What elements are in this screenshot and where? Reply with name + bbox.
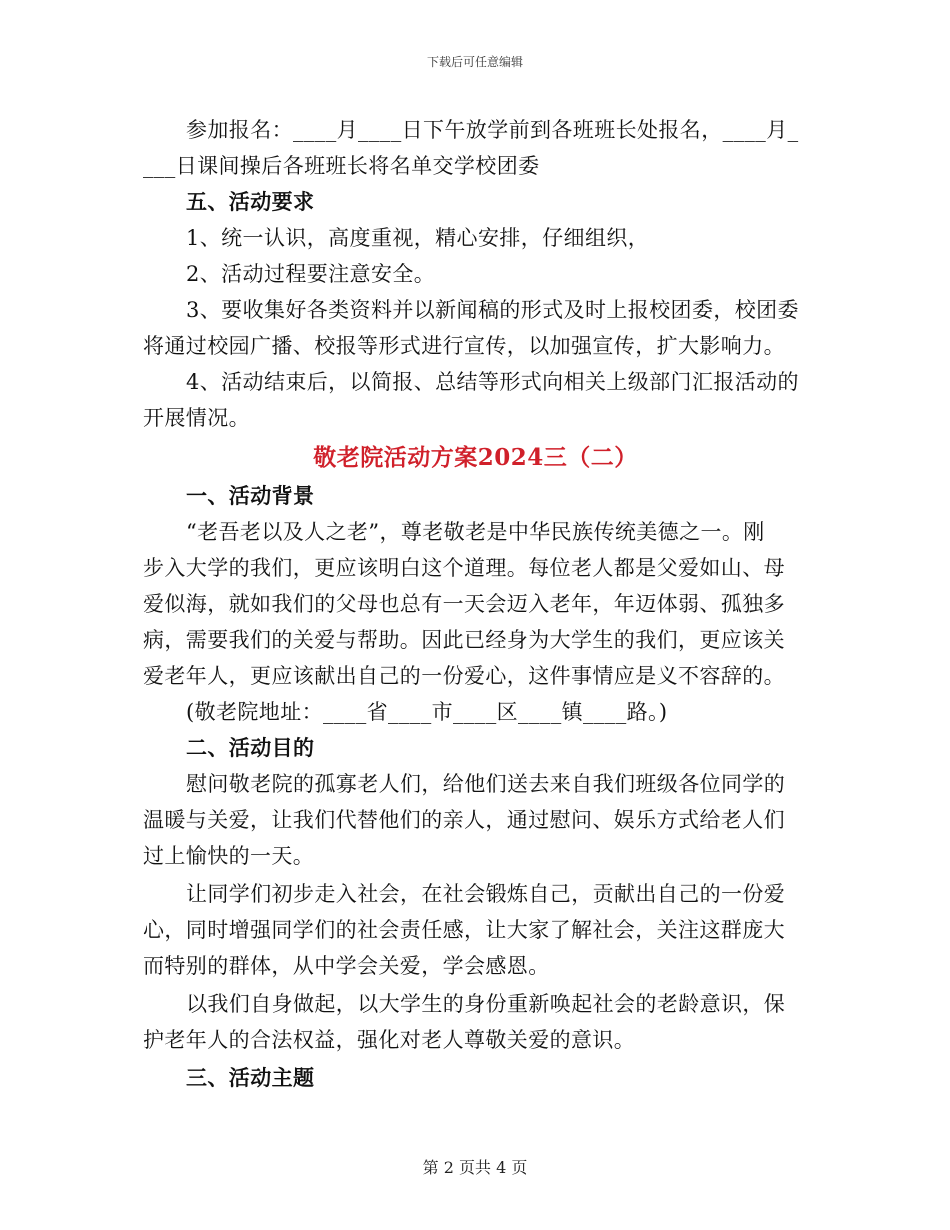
- requirement-1: 1、统一认识，高度重视，精心安排，仔细组织，: [186, 226, 650, 250]
- page-footer: 第 2 页共 4 页: [422, 1158, 528, 1177]
- purpose-paragraph-line: 过上愉快的一天。: [143, 844, 315, 868]
- background-paragraph-line: 病，需要我们的关爱与帮助。因此已经身为大学生的我们，更应该关: [143, 628, 785, 652]
- section-heading-requirements: 五、活动要求: [186, 189, 315, 214]
- background-paragraph-line: “老吾老以及人之老”，尊老敬老是中华民族传统美德之一。刚: [186, 520, 765, 544]
- purpose-paragraph-line: 慰问敬老院的孤寡老人们，给他们送去来自我们班级各位同学的: [186, 772, 786, 796]
- purpose-paragraph-line: 心，同时增强同学们的社会责任感，让大家了解社会，关注这群庞大: [143, 918, 785, 942]
- purpose-paragraph-line: 而特别的群体，从中学会关爱，学会感恩。: [143, 954, 550, 978]
- registration-line-2: ___日课间操后各班班长将名单交学校团委: [143, 154, 540, 178]
- document-title: 敬老院活动方案2024三（二）: [313, 444, 638, 471]
- section-heading-theme: 三、活动主题: [186, 1065, 315, 1090]
- nursing-home-address: (敬老院地址：____省____市____区____镇____路。): [186, 700, 668, 724]
- purpose-paragraph-line: 温暖与关爱，让我们代替他们的亲人，通过慰问、娱乐方式给老人们: [143, 808, 785, 832]
- document-body: [143, 112, 808, 1096]
- requirement-3-line-2: 将通过校园广播、校报等形式进行宣传，以加强宣传，扩大影响力。: [143, 334, 785, 358]
- requirement-4-line-2: 开展情况。: [143, 406, 250, 430]
- background-paragraph-line: 爱似海，就如我们的父母也总有一天会迈入老年，年迈体弱、孤独多: [143, 592, 785, 616]
- purpose-paragraph-line: 以我们自身做起，以大学生的身份重新唤起社会的老龄意识，保: [186, 992, 786, 1016]
- page-header: 下载后可任意编辑: [426, 55, 523, 69]
- background-paragraph-line: 爱老年人，更应该献出自己的一份爱心，这件事情应是义不容辞的。: [143, 664, 785, 688]
- background-paragraph-line: 步入大学的我们，更应该明白这个道理。每位老人都是父爱如山、母: [143, 556, 785, 580]
- requirement-3-line-1: 3、要收集好各类资料并以新闻稿的形式及时上报校团委，校团委: [186, 298, 799, 322]
- section-heading-purpose: 二、活动目的: [186, 735, 315, 760]
- purpose-paragraph-line: 让同学们初步走入社会，在社会锻炼自己，贡献出自己的一份爱: [186, 882, 786, 906]
- requirement-2: 2、活动过程要注意安全。: [186, 262, 436, 286]
- section-heading-background: 一、活动背景: [186, 483, 315, 508]
- purpose-paragraph-line: 护老年人的合法权益，强化对老人尊敬关爱的意识。: [143, 1028, 636, 1052]
- requirement-4-line-1: 4、活动结束后，以简报、总结等形式向相关上级部门汇报活动的: [186, 370, 799, 394]
- registration-line-1: 参加报名：____月____日下午放学前到各班班长处报名，____月_: [186, 118, 799, 142]
